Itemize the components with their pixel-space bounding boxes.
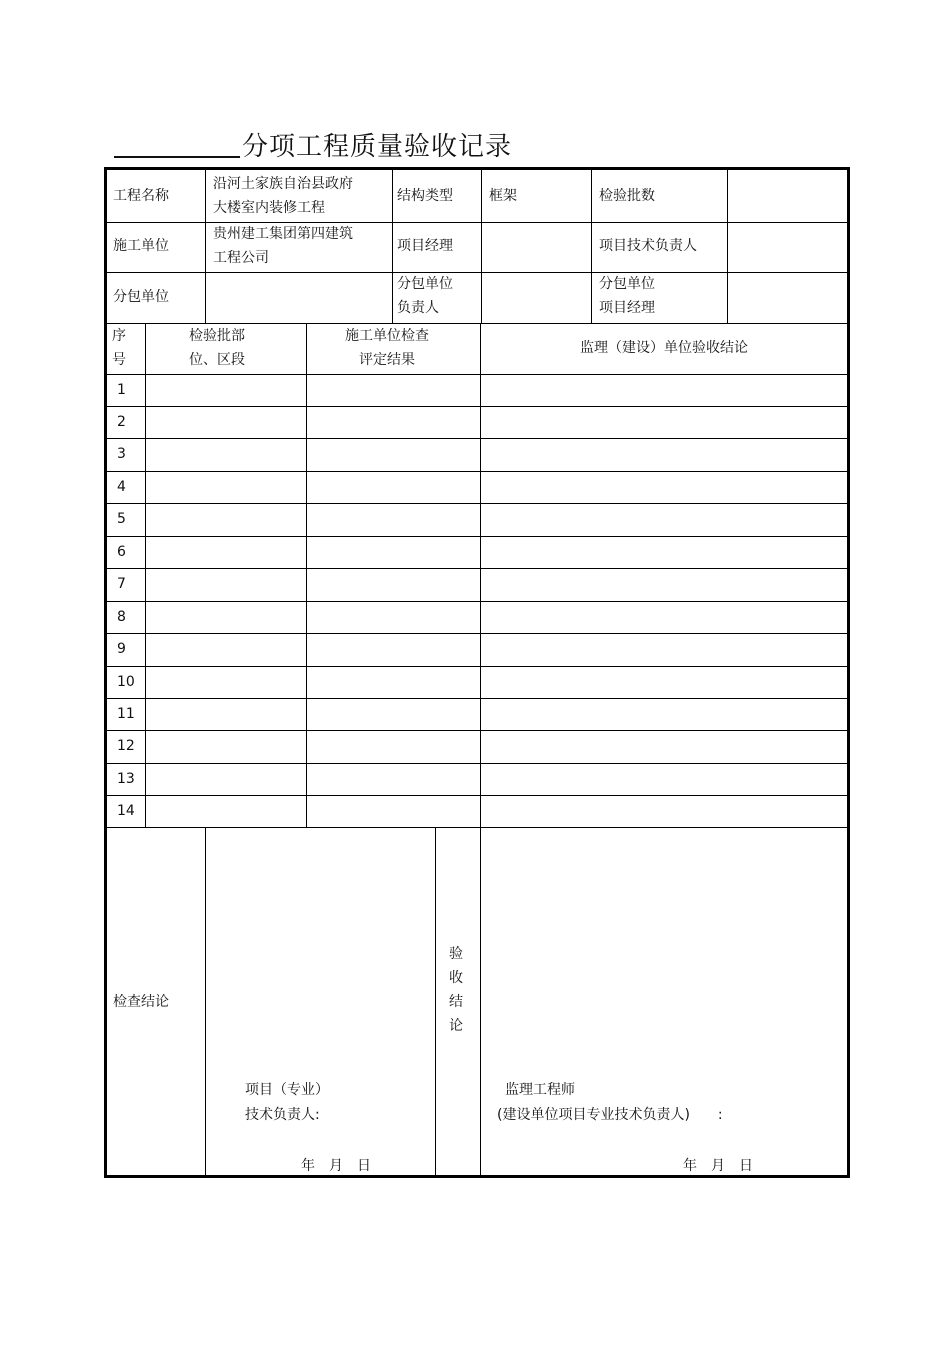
acceptance-conclusion-label: 验收结论 [449,946,463,1034]
row-number: 4 [117,479,126,495]
title-blank-line[interactable] [114,156,240,158]
row-number: 10 [117,674,135,690]
col-part-header: 检验批部位、区段 [189,328,245,368]
right-sign-line2: (建设单位项目专业技术负责人) : [497,1107,723,1123]
row-number: 12 [117,738,135,754]
row-number: 11 [117,706,135,722]
divider [107,795,847,796]
divider [107,471,847,472]
divider [107,763,847,764]
sub-pm-label: 分包单位项目经理 [599,276,655,316]
sub-lead-value[interactable] [489,285,585,309]
batch-count-value[interactable] [735,184,843,208]
divider [480,323,481,827]
divider [205,827,206,1175]
divider [107,438,847,439]
divider [107,406,847,407]
divider [107,536,847,537]
row-number: 2 [117,414,126,430]
project-manager-value[interactable] [489,234,585,258]
col-seq-header: 序号 [112,328,126,368]
row-number: 14 [117,803,135,819]
project-name-label: 工程名称 [113,188,169,204]
tech-lead-label: 项目技术负责人 [599,238,697,254]
divider [435,827,436,1175]
divider [107,601,847,602]
divider [107,827,847,828]
sub-lead-label: 分包单位负责人 [397,276,453,316]
row-number: 9 [117,641,126,657]
divider [107,568,847,569]
divider [107,374,847,375]
contractor-label: 施工单位 [113,238,169,254]
divider [727,170,728,323]
project-manager-label: 项目经理 [397,238,453,254]
batch-count-label: 检验批数 [599,188,655,204]
divider [107,503,847,504]
divider [107,633,847,634]
project-name-value[interactable]: 沿河土家族自治县政府大楼室内装修工程 [213,176,353,216]
col-supervision-header: 监理（建设）单位验收结论 [580,340,748,356]
divider [107,666,847,667]
col-self-check-header: 施工单位检查评定结果 [345,328,429,368]
divider [591,170,592,323]
left-sign-line1: 项目（专业） [245,1082,329,1098]
left-sign-line2: 技术负责人: [245,1107,320,1123]
divider [107,272,847,273]
row-number: 3 [117,446,126,462]
right-sign-line1: 监理工程师 [505,1082,575,1098]
structure-type-value[interactable]: 框架 [489,188,517,204]
row-number: 6 [117,544,126,560]
structure-type-label: 结构类型 [397,188,453,204]
subcontractor-value[interactable] [213,285,389,309]
page-title: 分项工程质量验收记录 [242,132,513,162]
divider [145,323,146,827]
contractor-value[interactable]: 贵州建工集团第四建筑工程公司 [213,226,353,266]
divider [392,170,393,323]
tech-lead-value[interactable] [735,234,843,258]
row-number: 13 [117,771,135,787]
divider [107,730,847,731]
left-date: 年 月 日 [301,1158,371,1174]
divider [205,170,206,323]
divider [480,827,481,1175]
record-table [104,167,850,1178]
divider [481,170,482,323]
row-number: 8 [117,609,126,625]
row-number: 7 [117,576,126,592]
check-conclusion-label: 检查结论 [113,994,169,1010]
right-date: 年 月 日 [683,1158,753,1174]
divider [107,698,847,699]
sub-pm-value[interactable] [735,285,843,309]
row-number: 1 [117,382,126,398]
subcontractor-label: 分包单位 [113,289,169,305]
row-number: 5 [117,511,126,527]
divider [306,323,307,827]
